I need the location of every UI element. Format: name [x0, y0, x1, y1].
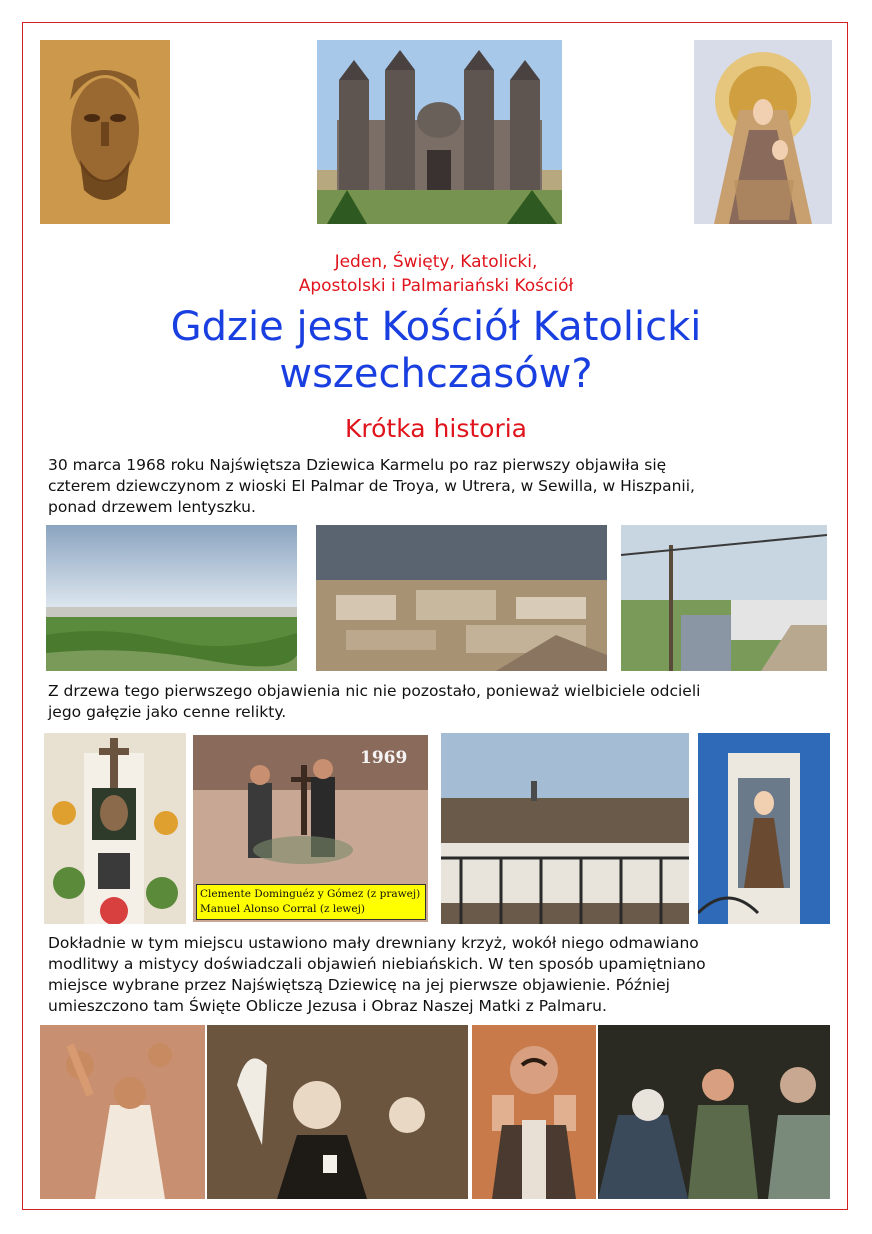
paragraph-3-line-2: modlitwy a mistycy doświadczali objawień niebiańskich. W ten sposób upamiętniano — [48, 955, 706, 973]
group-scene-image — [598, 1025, 830, 1199]
holy-face-image — [40, 40, 170, 224]
fenced-field-image — [441, 733, 689, 924]
photo-caption — [196, 884, 426, 920]
paragraph-3-line-1: Dokładnie w tym miejscu ustawiono mały drewniany krzyż, wokół niego odmawiano — [48, 934, 699, 952]
statue-niche-image — [698, 733, 830, 924]
village-image — [316, 525, 607, 671]
paragraph-3 — [48, 933, 838, 1017]
virgin-image — [694, 40, 832, 224]
paragraph-1-line-1: 30 marca 1968 roku Najświętsza Dziewica Karmelu po raz pierwszy objawiła się — [48, 456, 667, 474]
photo-caption-line-1: Clemente Dominguéz y Gómez (z prawej) — [200, 888, 421, 900]
paragraph-1-line-2: czterem dziewczynom z wioski El Palmar de Troya, w Utrera, w Sewilla, w Hiszpanii, — [48, 477, 695, 495]
paragraph-3-line-4: umieszczono tam Święte Oblicze Jezusa i Obraz Naszej Matki z Palmaru. — [48, 997, 607, 1015]
subtitle-line-2: Apostolski i Palmariański Kościół — [298, 276, 574, 296]
paragraph-2-line-1: Z drzewa tego pierwszego objawienia nic nie pozostało, ponieważ wielbiciele odcieli — [48, 682, 701, 700]
paragraph-2-line-2: jego gałęzie jako cenne relikty. — [48, 703, 287, 721]
shrine-image — [44, 733, 186, 924]
page-title-line-1: Gdzie jest Kościół Katolicki — [170, 304, 702, 350]
landscape-image — [46, 525, 297, 671]
crowd-praying-image — [40, 1025, 205, 1199]
man-raised-hands-image — [472, 1025, 596, 1199]
subtitle-line-1: Jeden, Święty, Katolicki, — [334, 252, 538, 272]
page-title-line-2: wszechczasów? — [279, 351, 593, 397]
section-title: Krótka historia — [345, 414, 527, 443]
basilica-image — [317, 40, 562, 224]
paragraph-1 — [48, 455, 838, 518]
mystic-ecstasy-image — [207, 1025, 468, 1199]
paragraph-3-line-3: miejsce wybrane przez Najświętszą Dziewicę na jej pierwsze objawienie. Później — [48, 976, 670, 994]
paragraph-2 — [48, 681, 838, 723]
photo-year-label: 1969 — [360, 748, 408, 768]
photo-caption-line-2: Manuel Alonso Corral (z lewej) — [200, 903, 365, 915]
village-street-image — [621, 525, 827, 671]
paragraph-1-line-3: ponad drzewem lentyszku. — [48, 498, 256, 516]
